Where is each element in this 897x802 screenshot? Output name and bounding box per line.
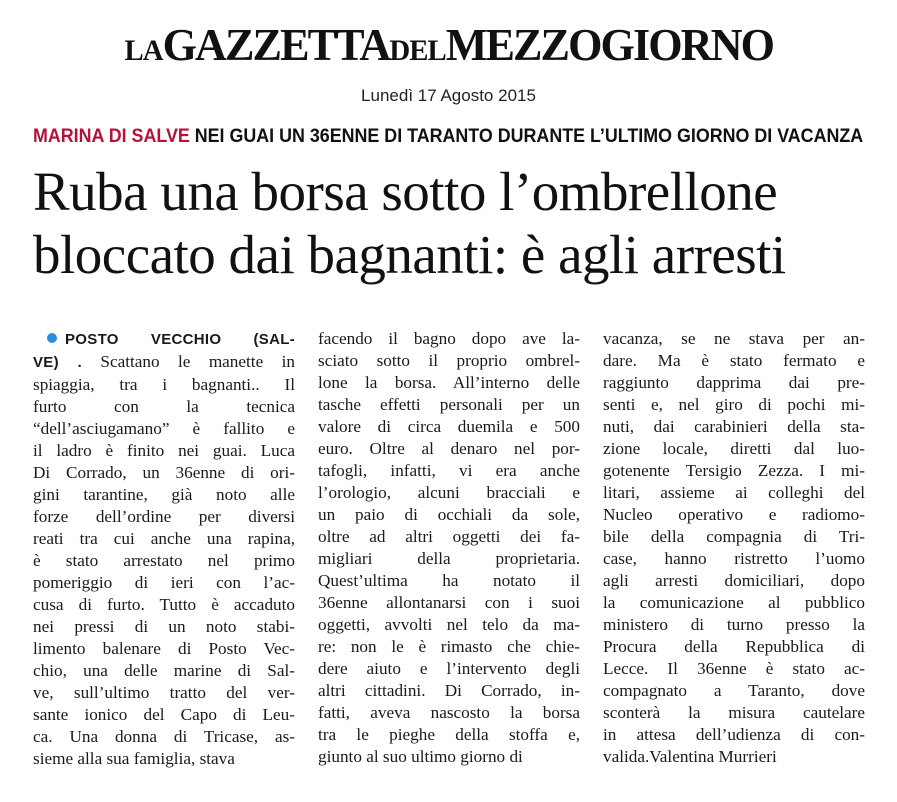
publication-date: Lunedì 17 Agosto 2015	[361, 86, 536, 105]
text-line: nuti, dai carabinieri della sta-	[603, 417, 865, 436]
text-line: 36enne allontanarsi con i suoi	[318, 593, 580, 612]
text-line: spiaggia, tra i bagnanti.. Il	[33, 375, 295, 394]
text-line: re: non le è rimasto che chie-	[318, 637, 580, 656]
text-line: Nucleo operativo e radiomo-	[603, 505, 865, 524]
headline	[33, 160, 873, 286]
text-line: tafogli, infatti, vi era anche	[318, 461, 580, 480]
text-line: bile della compagnia di Tri-	[603, 527, 865, 546]
text-line: tra le pieghe della stoffa e,	[318, 725, 580, 744]
text-line: gini tarantine, già noto alle	[33, 485, 295, 504]
text-line: gotenente Tersigio Zezza. I mi-	[603, 461, 865, 480]
article-column-1	[33, 328, 295, 770]
text-line: nei pressi di un noto stabi-	[33, 617, 295, 636]
text-line: compagnato a Taranto, dove	[603, 681, 865, 700]
masthead	[0, 19, 897, 74]
headline-line-2: bloccato dai bagnanti: è agli arresti	[33, 224, 786, 285]
text-line: giunto al suo ultimo giorno di	[318, 747, 523, 766]
text-line: sante ionico del Capo di Leu-	[33, 705, 295, 724]
text-line: Lecce. Il 36enne è stato ac-	[603, 659, 865, 678]
text-line: facendo il bagno dopo ave la-	[318, 329, 580, 348]
text-line: Di Corrado, un 36enne di ori-	[33, 463, 295, 482]
text-line: tasche effetti personali per un	[318, 395, 580, 414]
lead-line	[33, 328, 295, 351]
text-line: raggiunto dapprima dai pre-	[603, 373, 865, 392]
text-line: case, hanno ristretto l’uomo	[603, 549, 865, 568]
headline-line-1: Ruba una borsa sotto l’ombrellone	[33, 161, 778, 222]
text-line: oltre ad altri oggetti dei fa-	[318, 527, 580, 546]
text-line: oggetti, avvolti nel telo da ma-	[318, 615, 580, 634]
logo-part-la: LA	[124, 34, 163, 67]
text-line: l’orologio, alcuni bracciali e	[318, 483, 580, 502]
kicker-text: NEI GUAI UN 36ENNE DI TARANTO DURANTE L’ULTIMO GIORNO DI VACANZA	[194, 126, 864, 147]
text-line: furto con la tecnica	[33, 397, 295, 416]
text-line: è stato arrestato nel primo	[33, 551, 295, 570]
text-line: dere aiuto e l’intervento degli	[318, 659, 580, 678]
text-line: senti e, nel giro di pochi mi-	[603, 395, 865, 414]
article-column-3	[603, 328, 865, 768]
text-line: ministero di turno presso la	[603, 615, 865, 634]
kicker	[33, 126, 864, 148]
text-line: ca. Una donna di Tricase, as-	[33, 727, 295, 746]
text-line: litari, assieme ai colleghi del	[603, 483, 865, 502]
text-line: vacanza, se ne stava per an-	[603, 329, 865, 348]
article-column-2	[318, 328, 580, 768]
text-line: ve, sull’ultimo tratto del ver-	[33, 683, 295, 702]
text-line: cusa di furto. Tutto è accaduto	[33, 595, 295, 614]
logo-part-gazzetta: GAZZETTA	[162, 19, 390, 70]
text-line: Scattano le manette in	[100, 352, 296, 371]
text-line: sconterà la misura cautelare	[603, 703, 865, 722]
text-line: sieme alla sua famiglia, stava	[33, 749, 235, 768]
text-line: lone la borsa. All’interno delle	[318, 373, 580, 392]
text-line: il ladro è finito nei guai. Luca	[33, 441, 295, 460]
text-line: chio, una delle marine di Sal-	[33, 661, 295, 680]
text-line: in attesa dell’udienza di con-	[603, 725, 865, 744]
kicker-location: MARINA DI SALVE	[33, 126, 190, 147]
text-line: euro. Oltre al denaro nel por-	[318, 439, 580, 458]
text-line: la comunicazione al pubblico	[603, 593, 865, 612]
text-line: Quest’ultima ha notato il	[318, 571, 580, 590]
text-line: dare. Ma è stato fermato e	[603, 351, 865, 370]
text-line: migliari della proprietaria.	[318, 549, 580, 568]
text-line: Procura della Repubblica di	[603, 637, 865, 656]
lead-continuation	[33, 351, 295, 374]
text-line: agli arresti domiciliari, dopo	[603, 571, 865, 590]
text-line: forze dell’ordine per diversi	[33, 507, 295, 526]
text-line: valore di circa duemila e 500	[318, 417, 580, 436]
logo-part-mezzogiorno: MEZZOGIORNO	[445, 19, 773, 70]
bullet-icon	[47, 333, 57, 343]
text-line: valida.Valentina Murrieri	[603, 747, 777, 766]
text-line: zione locale, diretti dal luo-	[603, 439, 865, 458]
text-line: altri cittadini. Di Corrado, in-	[318, 681, 580, 700]
text-line: pomeriggio di ieri con l’ac-	[33, 573, 295, 592]
text-line: sciato sotto il proprio ombrel-	[318, 351, 580, 370]
text-line: reati tra cui anche una rapina,	[33, 529, 295, 548]
lead-location-2: VE) .	[33, 354, 82, 371]
text-line: “dell’asciugamano” è fallito e	[33, 419, 295, 438]
text-line: fatti, aveva nascosto la borsa	[318, 703, 580, 722]
logo-part-del: DEL	[389, 34, 446, 67]
text-line: limento balenare di Posto Vec-	[33, 639, 295, 658]
newspaper-logo	[124, 19, 773, 74]
lead-location: POSTO VECCHIO (SAL-	[65, 331, 295, 348]
text-line: un paio di occhiali da sole,	[318, 505, 580, 524]
